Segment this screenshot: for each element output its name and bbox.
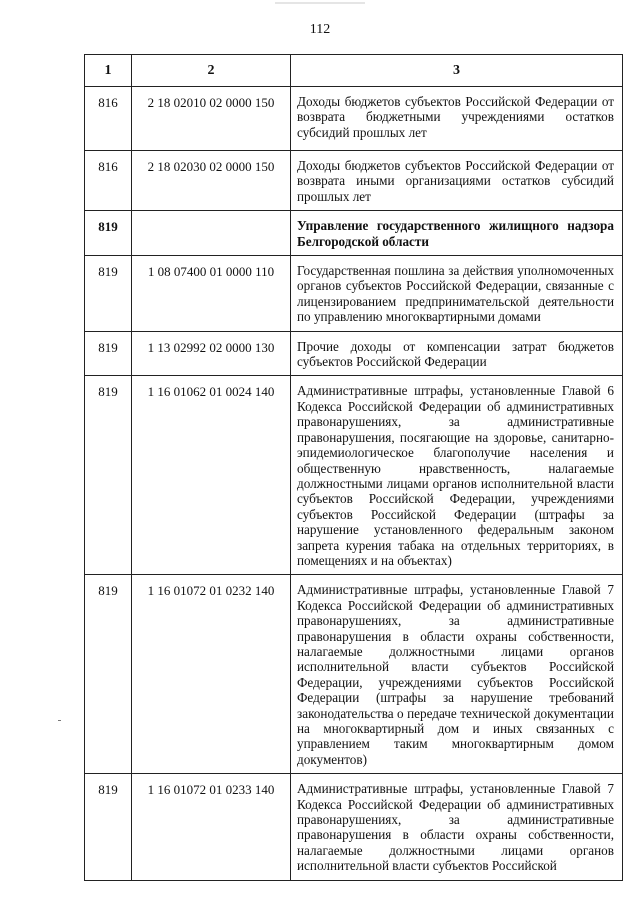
admin-code-cell: 819 [85, 376, 132, 575]
table-row [85, 774, 623, 880]
description-cell: Административные штрафы, установленные Главой 6 Кодекса Российской Федерации об административных правонарушениях, за административные правонарушения, посягающие на здоровье, санитарно-эпидемиологическое благополучие населения и общественную нравственность, налагаемые должностными лицами органов исполнительной власти субъектов Российской Федерации, учреждениями субъектов Российской Федерации (штрафы за нарушение установленного федеральным законом запрета курения табака на отдельных территориях, в помещениях и на объектах) [291, 376, 623, 575]
table-row-section [85, 211, 623, 256]
budget-code-cell: 2 18 02010 02 0000 150 [132, 87, 291, 151]
table-row [85, 151, 623, 211]
budget-code-cell: 1 16 01062 01 0024 140 [132, 376, 291, 575]
admin-code-cell: 816 [85, 151, 132, 211]
section-title-cell: Управление государственного жилищного надзора Белгородской области [291, 211, 623, 256]
admin-code-cell: 816 [85, 87, 132, 151]
description-cell: Административные штрафы, установленные Главой 7 Кодекса Российской Федерации об административных правонарушениях, за административные правонарушения в области охраны собственности, налагаемые должностными лицами органов исполнительной власти субъектов Российской [291, 774, 623, 880]
description-cell: Государственная пошлина за действия уполномоченных органов субъектов Российской Федерации, связанные с лицензированием предпринимательской деятельности по управлению многоквартирными домами [291, 256, 623, 332]
admin-code-cell: 819 [85, 211, 132, 256]
description-cell: Прочие доходы от компенсации затрат бюджетов субъектов Российской Федерации [291, 331, 623, 376]
table-row [85, 575, 623, 774]
budget-code-cell: 1 16 01072 01 0233 140 [132, 774, 291, 880]
table-row [85, 256, 623, 332]
budget-code-cell: 1 08 07400 01 0000 110 [132, 256, 291, 332]
page-number: 112 [309, 22, 331, 37]
admin-code-cell: 819 [85, 575, 132, 774]
budget-code-cell: 2 18 02030 02 0000 150 [132, 151, 291, 211]
header-col-3: 3 [291, 55, 623, 87]
table-header-row [85, 55, 623, 87]
revenue-codes-table [84, 54, 623, 881]
table-row [85, 376, 623, 575]
header-col-2: 2 [132, 55, 291, 87]
description-cell: Административные штрафы, установленные Главой 7 Кодекса Российской Федерации об административных правонарушениях, за административные правонарушения в области охраны собственности, налагаемые должностными лицами органов исполнительной власти субъектов Российской Федерации, учреждениями субъектов Российской Федерации (штрафы за нарушение требований законодательства о передаче технической документации на многоквартирный дом и иных связанных с управлением таким многоквартирным домом документов) [291, 575, 623, 774]
admin-code-cell: 819 [85, 331, 132, 376]
budget-code-cell: 1 13 02992 02 0000 130 [132, 331, 291, 376]
scan-smudge [275, 2, 365, 4]
description-cell: Доходы бюджетов субъектов Российской Федерации от возврата иными организациями остатков субсидий прошлых лет [291, 151, 623, 211]
scan-mark [58, 720, 61, 721]
admin-code-cell: 819 [85, 774, 132, 880]
admin-code-cell: 819 [85, 256, 132, 332]
table-row [85, 331, 623, 376]
header-col-1: 1 [85, 55, 132, 87]
table-row [85, 87, 623, 151]
description-cell: Доходы бюджетов субъектов Российской Федерации от возврата бюджетными учреждениями остатков субсидий прошлых лет [291, 87, 623, 151]
budget-code-cell [132, 211, 291, 256]
budget-code-cell: 1 16 01072 01 0232 140 [132, 575, 291, 774]
